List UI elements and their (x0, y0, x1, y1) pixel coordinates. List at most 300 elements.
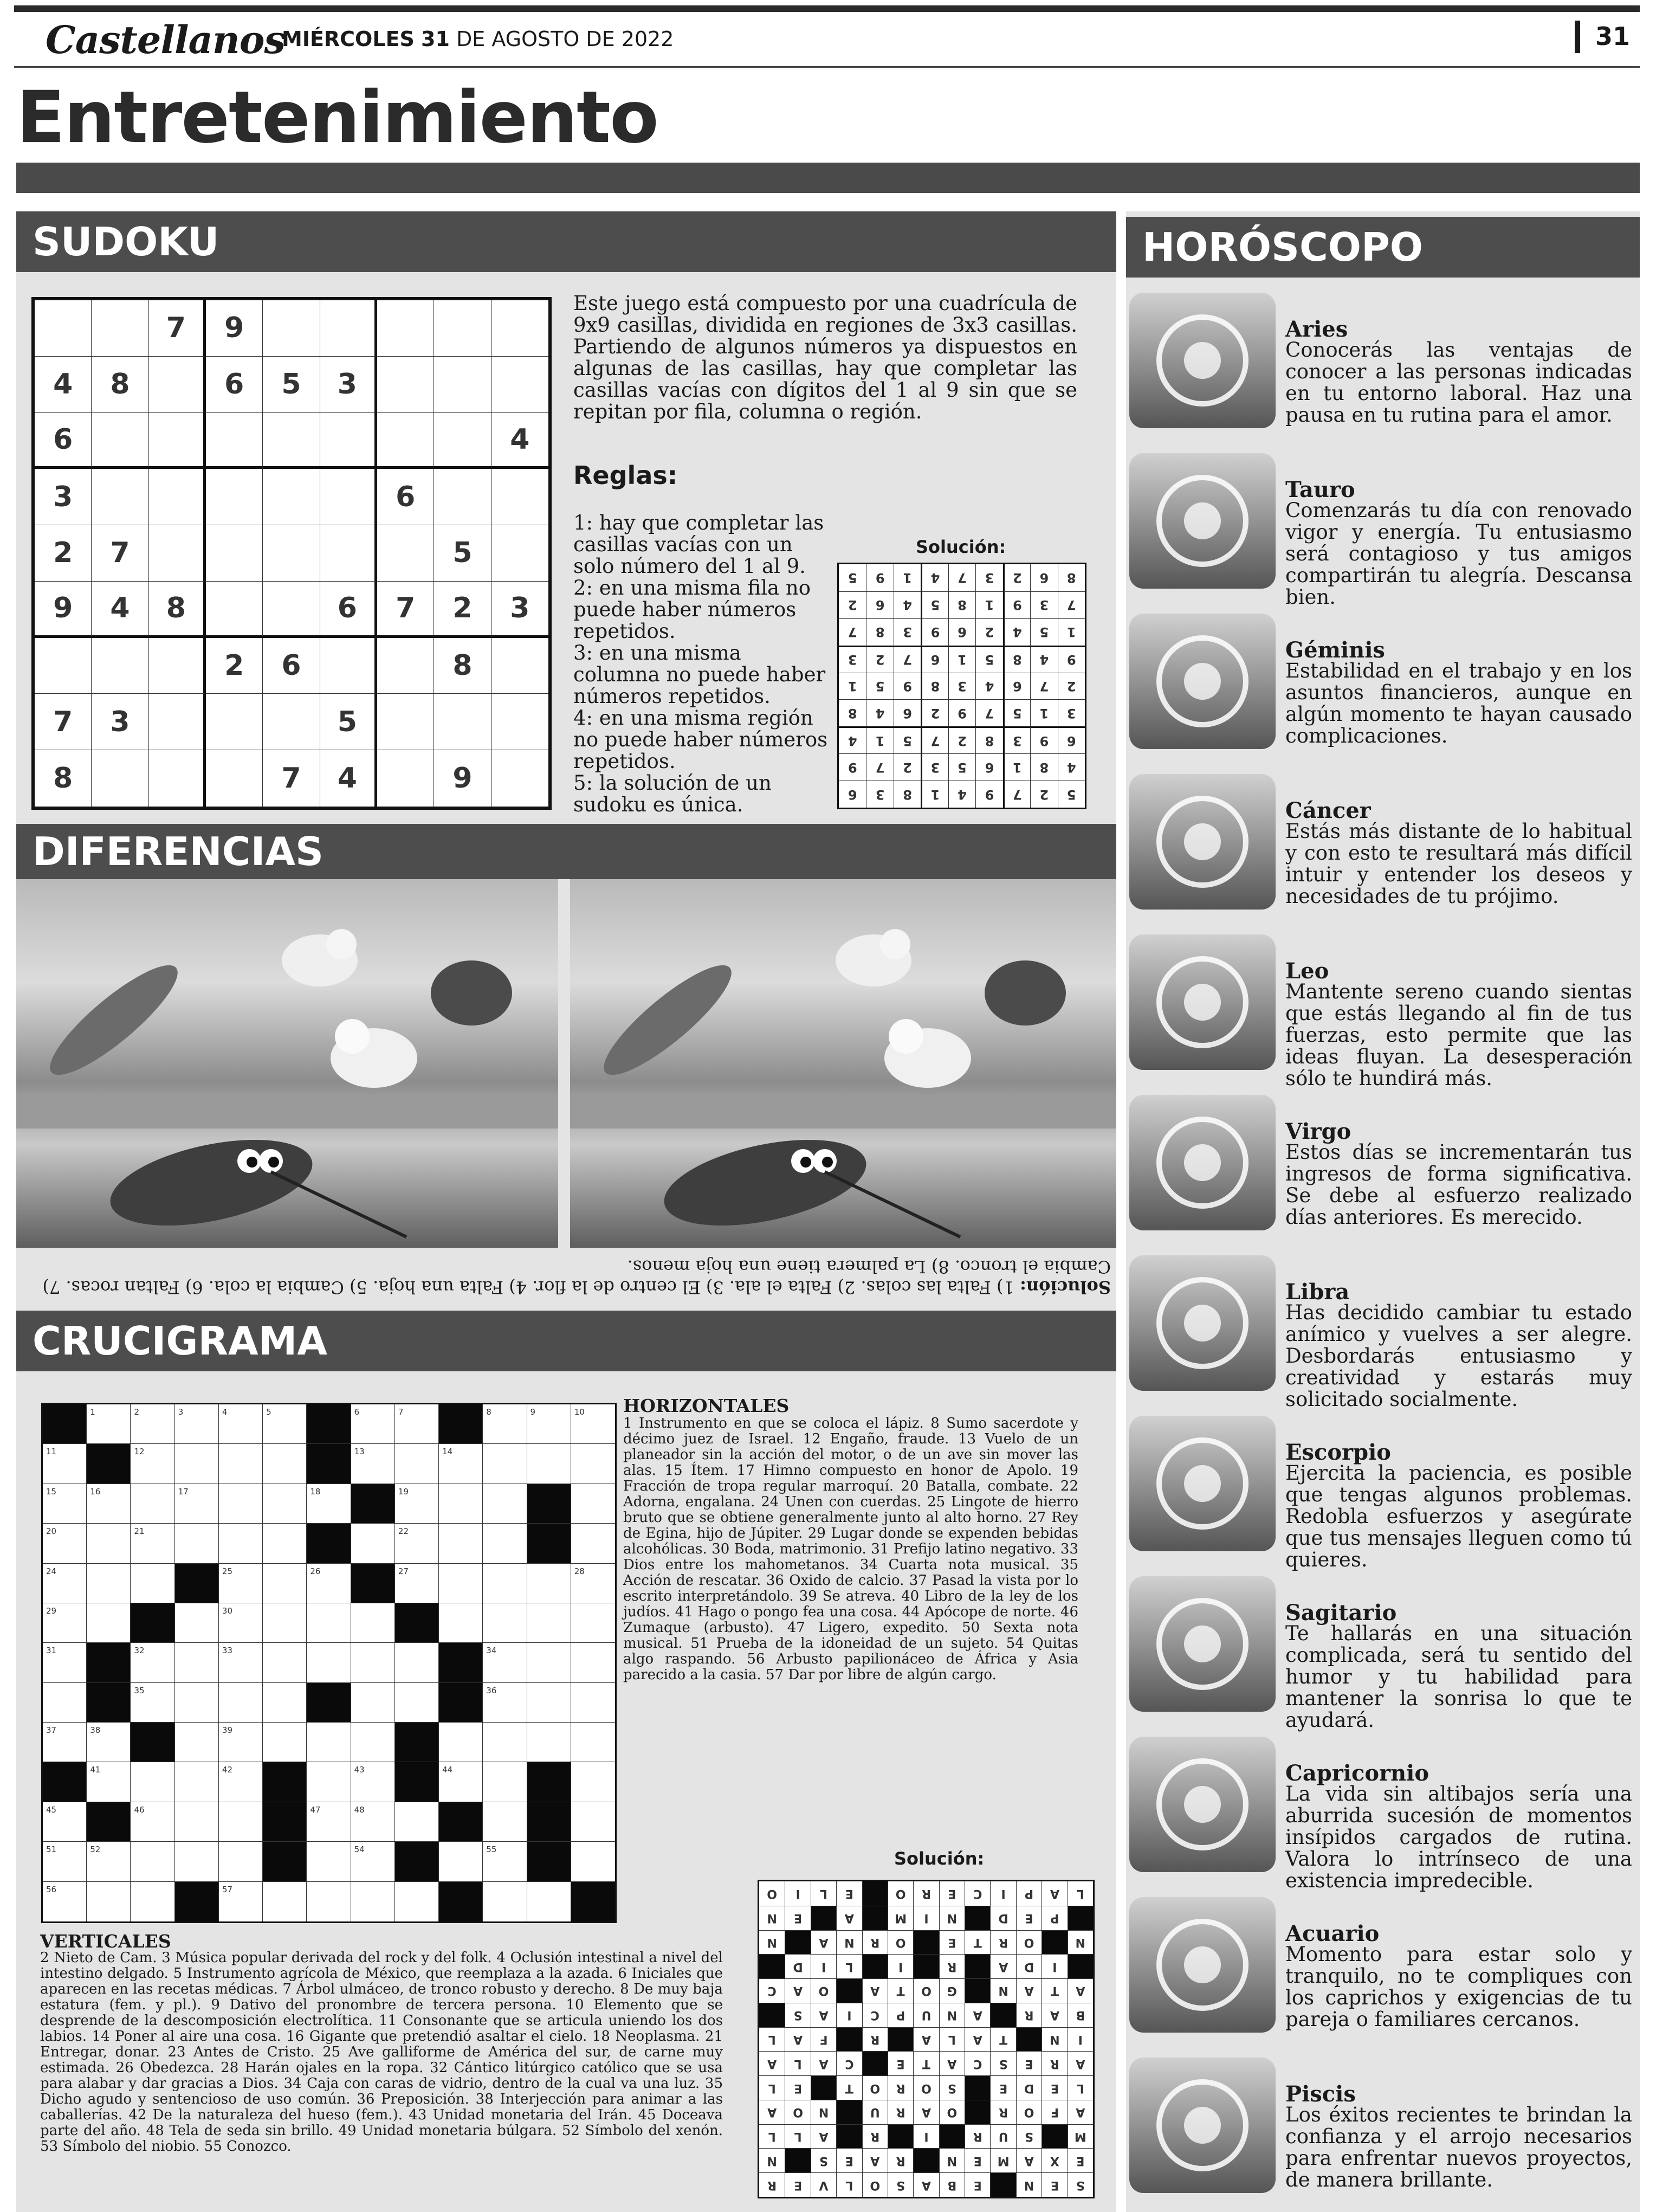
crossword-cell[interactable]: 3 (175, 1404, 219, 1444)
birds-illustration-icon (570, 879, 1116, 1248)
diferencias-solution-label: Solución: (1020, 1277, 1111, 1298)
crossword-cell[interactable]: 29 (43, 1603, 87, 1643)
crossword-cell[interactable]: 44 (439, 1762, 483, 1802)
sudoku-rule: 3: en una misma columna no puede haber números repetidos. (573, 641, 826, 708)
crossword-cell[interactable]: 34 (483, 1643, 527, 1682)
crossword-cell[interactable] (439, 1564, 483, 1603)
horoscopo-header: HORÓSCOPO (1126, 217, 1640, 278)
horoscope-sign-text: Estos días se incrementarán tus ingresos de forma significativa. Se debe al esfuerzo realizado días anteriores. Es merecido. (1285, 1140, 1632, 1229)
crossword-cell[interactable] (439, 1723, 483, 1762)
crossword-cell[interactable] (395, 1444, 439, 1484)
crossword-cell[interactable] (395, 1643, 439, 1682)
crossword-black-cell (131, 1723, 174, 1762)
crossword-solution-black-cell (965, 1978, 990, 2003)
crossword-cell[interactable] (131, 1842, 174, 1881)
crossword-solution-cell: D (1016, 2075, 1042, 2100)
crossword-black-cell (263, 1842, 307, 1881)
horoscope-sign-name: Tauro (1285, 477, 1355, 502)
crossword-cell[interactable]: 17 (175, 1484, 219, 1524)
birds-illustration-icon (16, 879, 558, 1248)
crossword-cell[interactable]: 37 (43, 1723, 87, 1762)
crossword-cell[interactable] (175, 1762, 219, 1802)
crossword-cell[interactable]: 56 (43, 1882, 87, 1921)
crossword-cell[interactable] (439, 1484, 483, 1524)
crossword-cell[interactable] (175, 1683, 219, 1723)
crossword-solution-cell: N (811, 2100, 836, 2124)
sudoku-cell (377, 525, 434, 582)
crossword-cell[interactable] (175, 1842, 219, 1881)
sudoku-solution-cell: 3 (975, 564, 1002, 591)
crossword-solution-cell: A (965, 2003, 990, 2027)
crossword-cell[interactable] (351, 1643, 395, 1682)
sudoku-cell (434, 413, 491, 469)
crossword-cell[interactable]: 32 (131, 1643, 174, 1682)
crossword-black-cell (395, 1762, 439, 1802)
dateline (282, 27, 674, 51)
crossword-cell[interactable] (131, 1564, 174, 1603)
sudoku-cell: 7 (35, 694, 92, 750)
crossword-solution-cell: O (1016, 1930, 1042, 1955)
horoscope-sign-name: Sagitario (1285, 1600, 1397, 1626)
sudoku-solution-cell: 2 (1058, 673, 1085, 700)
sudoku-rule: 5: la solución de un sudoku es única. (573, 771, 772, 816)
sudoku-solution-cell: 9 (1058, 646, 1085, 673)
crossword-cell[interactable]: 15 (43, 1484, 87, 1524)
crossword-cell[interactable] (439, 1603, 483, 1643)
crossword-cell[interactable] (571, 1723, 615, 1762)
sudoku-rules-title: Reglas: (573, 461, 678, 490)
crossword-cell[interactable]: 25 (219, 1564, 263, 1603)
crossword-cell[interactable] (351, 1683, 395, 1723)
crossword-cell[interactable]: 38 (87, 1723, 131, 1762)
sudoku-solution-cell: 4 (1058, 753, 1085, 781)
sudoku-cell: 6 (320, 582, 377, 638)
sudoku-rule: 2: en una misma fila no puede haber números repetidos. (573, 576, 811, 643)
sudoku-cell (320, 525, 377, 582)
crossword-black-cell (527, 1524, 571, 1563)
sudoku-cell (35, 300, 92, 357)
sudoku-cell (377, 357, 434, 413)
sudoku-solution-cell: 7 (894, 646, 921, 673)
crossword-cell[interactable] (395, 1802, 439, 1842)
crossword-solution-cell: S (888, 2172, 913, 2197)
crossword-cell[interactable] (571, 1842, 615, 1881)
crossword-cell[interactable] (527, 1603, 571, 1643)
escorpio-icon (1129, 1416, 1276, 1551)
crossword-cell[interactable] (131, 1762, 174, 1802)
crossword-cell[interactable] (263, 1723, 307, 1762)
crossword-black-cell (307, 1404, 351, 1444)
sudoku-solution-cell: 2 (839, 591, 866, 618)
horoscope-sign-text: Momento para estar solo y tranquilo, no te compliques con los caprichos y exigencias de tu pareja o familiares cercanos. (1285, 1943, 1632, 2031)
sudoku-cell (434, 357, 491, 413)
crossword-solution-black-cell (785, 1930, 810, 1955)
crossword-cell[interactable]: 22 (395, 1524, 439, 1563)
crossword-cell[interactable]: 7 (395, 1404, 439, 1444)
crossword-cell[interactable] (307, 1762, 351, 1802)
crossword-solution-black-cell (811, 1906, 836, 1930)
crossword-cell[interactable]: 16 (87, 1484, 131, 1524)
sudoku-cell (263, 525, 320, 582)
section-bar (16, 163, 1640, 193)
crossword-solution-cell: N (759, 1930, 785, 1955)
crossword-solution-cell: V (811, 2172, 836, 2197)
sudoku-solution-cell: 4 (1003, 618, 1030, 646)
crossword-solution-cell: A (939, 2051, 965, 2075)
crossword-solution-cell: O (939, 2100, 965, 2124)
crossword-cell[interactable] (483, 1444, 527, 1484)
crossword-cell[interactable] (571, 1603, 615, 1643)
crossword-solution-cell: L (759, 2075, 785, 2100)
crossword-cell[interactable]: 42 (219, 1762, 263, 1802)
sudoku-cell: 4 (35, 357, 92, 413)
horoscope-sign-text: Conocerás las ventajas de conocer a las personas indicadas en tu entorno laboral. Haz una pausa en tu rutina para el amor. (1285, 338, 1632, 427)
crossword-cell[interactable] (571, 1444, 615, 1484)
crossword-cell[interactable]: 18 (307, 1484, 351, 1524)
crossword-cell[interactable]: 33 (219, 1643, 263, 1682)
crossword-cell[interactable] (571, 1683, 615, 1723)
crossword-solution-cell: N (939, 2148, 965, 2172)
crossword-cell[interactable] (87, 1564, 131, 1603)
crossword-cell[interactable] (395, 1683, 439, 1723)
crossword-cell[interactable] (219, 1842, 263, 1881)
horoscope-sign-name: Géminis (1285, 637, 1385, 663)
crossword-solution-black-cell (990, 2003, 1015, 2027)
sudoku-cell (206, 750, 263, 807)
crossword-cell[interactable] (175, 1643, 219, 1682)
crossword-cell[interactable] (131, 1484, 174, 1524)
crossword-solution-black-cell (965, 2100, 990, 2124)
crossword-cell[interactable] (307, 1643, 351, 1682)
crossword-cell[interactable] (351, 1723, 395, 1762)
sudoku-solution-cell: 6 (1030, 564, 1057, 591)
crossword-cell[interactable] (527, 1683, 571, 1723)
crossword-solution-cell: C (759, 1978, 785, 2003)
crossword-black-cell (439, 1882, 483, 1921)
sudoku-cell (92, 638, 148, 694)
sudoku-cell: 4 (320, 750, 377, 807)
crossword-cell[interactable]: 5 (263, 1404, 307, 1444)
sudoku-solution-cell: 4 (948, 781, 975, 808)
sudoku-cell: 4 (491, 413, 548, 469)
crossword-solution-cell: I (913, 1906, 939, 1930)
sudoku-cell: 3 (491, 582, 548, 638)
crossword-cell[interactable]: 26 (307, 1564, 351, 1603)
horizontales-clues: 1 Instrumento en que se coloca el lápiz. 8 Sumo sacerdote y décimo juez de Israel. 12 Engaño, fraude. 13 Vuelo de un planeador sin la acción del motor, o de un ave sin mover las alas. 15 Ítem. 17 Himno compuesto en honor de Apolo. 19 Fracción de tropa regular marroquí. 20 Batalla, combate. 22 Adorna, engalana. 24 Unen con cuerdas. 25 Lingote de hierro bruto que se obtiene generalmente junto al alto horno. 27 Rey de Egina, hijo de Júpiter. 29 Lugar donde se expenden bebidas alcohólicas. 30 Boda, matrimonio. 31 Prefijo latino negativo. 33 Dios entre los mahometanos. 34 Cuarta nota musical. 35 Acción de rescatar. 36 Oxido de calcio. 37 Pasad la vista por lo escrito interpretándolo. 39 Se atreva. 40 Libro de la ley de los judíos. 41 Hago o pongo fea una cosa. 44 Apócope de norte. 46 Zumaque (arbusto). 47 Ligero, expedito. 50 Sexta nota musical. 51 Prueba de la idoneidad de un sujeto. 54 Quitas algo raspando. 56 Arbusto papilionáceo de África y Asia parecido a la casia. 57 Dar por libre de algún cargo. (623, 1415, 1078, 1683)
sudoku-solution-cell: 5 (921, 591, 948, 618)
crossword-cell[interactable]: 9 (527, 1404, 571, 1444)
crossword-solution-cell: A (990, 1954, 1015, 1978)
crossword-solution-cell: F (811, 2027, 836, 2052)
sudoku-cell: 2 (434, 582, 491, 638)
crossword-cell[interactable] (527, 1444, 571, 1484)
crossword-cell[interactable] (263, 1643, 307, 1682)
geminis-icon (1129, 614, 1276, 749)
horoscope-sign-name: Acuario (1285, 1921, 1380, 1946)
sudoku-solution-cell: 5 (894, 726, 921, 753)
sudoku-solution-cell: 8 (894, 781, 921, 808)
crossword-cell[interactable] (263, 1484, 307, 1524)
sudoku-solution-cell: 4 (921, 564, 948, 591)
sudoku-cell (149, 638, 206, 694)
crossword-cell[interactable] (175, 1723, 219, 1762)
crossword-cell[interactable] (219, 1444, 263, 1484)
horoscope-sign-text: Te hallarás en una situación complicada, será tu sentido del humor y tu habilidad para mantener la sonrisa lo que te ayudará. (1285, 1622, 1632, 1732)
sudoku-cell: 4 (92, 582, 148, 638)
sudoku-solution-cell: 5 (848, 570, 857, 585)
crossword-solution-black-cell (862, 1906, 888, 1930)
horoscope-sign-name: Virgo (1285, 1119, 1351, 1144)
crossword-cell[interactable]: 57 (219, 1882, 263, 1921)
crossword-cell[interactable] (351, 1603, 395, 1643)
crossword-cell[interactable]: 39 (219, 1723, 263, 1762)
crossword-cell[interactable]: 21 (131, 1524, 174, 1563)
sudoku-cell (263, 413, 320, 469)
verticales-title: VERTICALES (40, 1931, 171, 1952)
crossword-cell[interactable] (439, 1842, 483, 1881)
crossword-cell[interactable] (175, 1444, 219, 1484)
crossword-solution-cell: E (836, 2148, 862, 2172)
crossword-black-cell (527, 1842, 571, 1881)
crossword-solution-black-cell (1068, 1954, 1093, 1978)
crossword-cell[interactable]: 35 (131, 1683, 174, 1723)
sudoku-solution-cell: 7 (948, 564, 975, 591)
crossword-cell[interactable] (175, 1802, 219, 1842)
crossword-cell[interactable]: 2 (131, 1404, 174, 1444)
crossword-cell[interactable] (483, 1802, 527, 1842)
crossword-cell[interactable] (571, 1524, 615, 1563)
crossword-cell[interactable]: 8 (483, 1404, 527, 1444)
libra-icon (1129, 1255, 1276, 1391)
crossword-cell[interactable]: 11 (43, 1444, 87, 1484)
crossword-solution-cell: I (913, 2124, 939, 2149)
crossword-cell[interactable]: 24 (43, 1564, 87, 1603)
sudoku-solution-cell: 1 (1003, 753, 1030, 781)
crossword-cell[interactable] (219, 1683, 263, 1723)
sudoku-cell (149, 357, 206, 413)
crossword-cell[interactable]: 4 (219, 1404, 263, 1444)
crossword-solution-black-cell (913, 1930, 939, 1955)
sudoku-solution-cell: 9 (839, 753, 866, 781)
sudoku-solution-cell: 2 (921, 699, 948, 726)
sudoku-solution-cell: 2 (1030, 781, 1057, 808)
crossword-cell[interactable]: 45 (43, 1802, 87, 1842)
crossword-solution-cell: A (862, 1978, 888, 2003)
crossword-cell[interactable]: 27 (395, 1564, 439, 1603)
crossword-black-cell (395, 1842, 439, 1881)
virgo-icon (1129, 1095, 1276, 1230)
crossword-cell[interactable] (483, 1484, 527, 1524)
crossword-cell[interactable]: 30 (219, 1603, 263, 1643)
crossword-solution-cell: U (990, 2124, 1015, 2149)
sudoku-cell (491, 300, 548, 357)
horoscope-sign-name: Aries (1285, 317, 1348, 342)
crossword-solution-cell: A (785, 1978, 810, 2003)
crossword-solution-cell: E (785, 1906, 810, 1930)
crossword-solution-cell: E (939, 1930, 965, 1955)
crossword-cell[interactable]: 55 (483, 1842, 527, 1881)
crossword-solution-black-cell (1016, 2027, 1042, 2052)
crossword-cell[interactable]: 10 (571, 1404, 615, 1444)
sudoku-cell: 3 (320, 357, 377, 413)
crossword-cell[interactable]: 31 (43, 1643, 87, 1682)
crossword-black-cell (87, 1444, 131, 1484)
crossword-cell[interactable] (527, 1643, 571, 1682)
crossword-cell[interactable] (131, 1882, 174, 1921)
crossword-cell[interactable]: 36 (483, 1683, 527, 1723)
crossword-cell[interactable] (395, 1882, 439, 1921)
crossword-cell[interactable]: 41 (87, 1762, 131, 1802)
crossword-cell[interactable] (307, 1603, 351, 1643)
crossword-solution-cell: R (965, 2124, 990, 2149)
crossword-black-cell (307, 1444, 351, 1484)
crossword-cell[interactable] (263, 1683, 307, 1723)
crossword-solution-cell: M (1068, 2124, 1093, 2149)
horoscope-sign-text: Estás más distante de lo habitual y con esto te resultará más difícil intuir y entender los deseos y necesidades de tu prójimo. (1285, 820, 1632, 908)
sudoku-solution-cell: 8 (1058, 564, 1085, 591)
sudoku-solution-cell: 9 (1003, 591, 1030, 618)
crossword-solution-cell: A (811, 2051, 836, 2075)
crossword-solution-cell: N (990, 1978, 1015, 2003)
crossword-cell[interactable]: 1 (87, 1404, 131, 1444)
crossword-cell[interactable] (571, 1484, 615, 1524)
crossword-cell[interactable] (219, 1802, 263, 1842)
sudoku-rule: 1: hay que completar las casillas vacías con un solo número del 1 al 9. (573, 511, 824, 578)
sudoku-solution-cell: 2 (975, 618, 1002, 646)
sudoku-cell (320, 413, 377, 469)
crossword-cell[interactable] (175, 1603, 219, 1643)
sudoku-solution-cell: 8 (1030, 753, 1057, 781)
crossword-solution-cell: E (1068, 2148, 1093, 2172)
sudoku-cell (92, 750, 148, 807)
horoscope-sign-name: Libra (1285, 1279, 1350, 1305)
crossword-cell[interactable] (439, 1524, 483, 1563)
sudoku-cell (263, 300, 320, 357)
crossword-cell[interactable] (219, 1484, 263, 1524)
sudoku-cell (149, 694, 206, 750)
sudoku-cell: 8 (149, 582, 206, 638)
crossword-solution-cell: R (888, 2148, 913, 2172)
crossword-cell[interactable] (483, 1564, 527, 1603)
acuario-icon (1129, 1897, 1276, 2033)
sudoku-cell (377, 300, 434, 357)
sudoku-cell: 9 (206, 300, 263, 357)
crossword-cell[interactable] (351, 1524, 395, 1563)
crossword-cell[interactable]: 54 (351, 1842, 395, 1881)
crossword-cell[interactable]: 52 (87, 1842, 131, 1881)
crossword-solution-cell: D (785, 1954, 810, 1978)
crossword-cell[interactable] (527, 1564, 571, 1603)
crossword-solution-cell: L (836, 2172, 862, 2197)
crossword-cell[interactable] (527, 1723, 571, 1762)
crossword-solution-black-cell (836, 2100, 862, 2124)
newspaper-brand: Castellanos (46, 17, 285, 62)
sudoku-cell: 7 (92, 525, 148, 582)
crossword-cell[interactable] (263, 1603, 307, 1643)
crossword-solution-cell: G (939, 1978, 965, 2003)
crossword-cell[interactable] (263, 1524, 307, 1563)
crossword-cell[interactable] (483, 1524, 527, 1563)
sudoku-cell: 3 (92, 694, 148, 750)
crossword-cell[interactable]: 13 (351, 1444, 395, 1484)
crossword-solution-cell: U (862, 2100, 888, 2124)
diferencias-header: DIFERENCIAS (16, 824, 1116, 879)
crossword-cell[interactable]: 14 (439, 1444, 483, 1484)
crossword-cell[interactable] (571, 1802, 615, 1842)
crossword-cell[interactable]: 46 (131, 1802, 174, 1842)
crossword-cell[interactable] (263, 1444, 307, 1484)
crossword-cell[interactable]: 20 (43, 1524, 87, 1563)
crossword-cell[interactable]: 19 (395, 1484, 439, 1524)
crossword-solution-cell: O (811, 1978, 836, 2003)
sudoku-cell (206, 469, 263, 525)
sudoku-cell (491, 357, 548, 413)
sudoku-solution-cell: 7 (839, 618, 866, 646)
crossword-cell[interactable] (571, 1643, 615, 1682)
crossword-cell[interactable] (263, 1564, 307, 1603)
crossword-cell[interactable] (483, 1882, 527, 1921)
crossword-cell[interactable] (571, 1762, 615, 1802)
crossword-cell[interactable]: 12 (131, 1444, 174, 1484)
sudoku-solution-cell: 6 (975, 753, 1002, 781)
sudoku-solution-cell: 3 (894, 618, 921, 646)
crossword-cell[interactable] (87, 1603, 131, 1643)
crossword-cell[interactable] (351, 1882, 395, 1921)
sudoku-solution-cell: 8 (921, 673, 948, 700)
crossword-solution-cell: R (862, 2124, 888, 2149)
crossword-cell[interactable] (307, 1842, 351, 1881)
crossword-cell[interactable] (43, 1683, 87, 1723)
crossword-cell[interactable]: 43 (351, 1762, 395, 1802)
crossword-cell[interactable]: 47 (307, 1802, 351, 1842)
sudoku-cell (263, 694, 320, 750)
sudoku-solution-cell: 2 (866, 646, 893, 673)
sudoku-cell: 5 (263, 357, 320, 413)
crossword-cell[interactable] (307, 1882, 351, 1921)
sudoku-solution-cell: 1 (1030, 699, 1057, 726)
crossword-cell[interactable] (219, 1524, 263, 1563)
crossword-cell[interactable] (87, 1524, 131, 1563)
crossword-cell[interactable]: 48 (351, 1802, 395, 1842)
crossword-cell[interactable] (87, 1882, 131, 1921)
crossword-cell[interactable] (263, 1882, 307, 1921)
tauro-icon (1129, 453, 1276, 589)
crossword-cell[interactable] (175, 1524, 219, 1563)
crossword-solution-cell: C (862, 2003, 888, 2027)
crossword-cell[interactable] (483, 1603, 527, 1643)
sudoku-cell (92, 413, 148, 469)
crossword-solution-cell: R (888, 2100, 913, 2124)
sudoku-cell: 7 (377, 582, 434, 638)
crossword-solution-cell: I (888, 1954, 913, 1978)
horoscope-sign-text: Mantente sereno cuando sientas que estás llegando al fin de tus fuerzas, esto permite que las ideas fluyan. La desesperación sólo te hundirá más. (1285, 980, 1632, 1090)
crossword-cell[interactable] (307, 1723, 351, 1762)
crossword-solution-cell: E (1016, 1906, 1042, 1930)
crossword-cell[interactable] (483, 1723, 527, 1762)
crossword-cell[interactable] (483, 1762, 527, 1802)
crossword-cell[interactable]: 51 (43, 1842, 87, 1881)
crossword-solution-cell: S (811, 2148, 836, 2172)
crossword-cell[interactable]: 28 (571, 1564, 615, 1603)
crossword-cell[interactable]: 6 (351, 1404, 395, 1444)
sudoku-cell: 7 (263, 750, 320, 807)
crossword-cell[interactable] (527, 1882, 571, 1921)
sudoku-solution-cell: 9 (948, 699, 975, 726)
sudoku-cell: 9 (434, 750, 491, 807)
sudoku-cell (377, 413, 434, 469)
crossword-solution-cell: E (785, 2172, 810, 2197)
crossword-solution-cell: N (1042, 2027, 1067, 2052)
